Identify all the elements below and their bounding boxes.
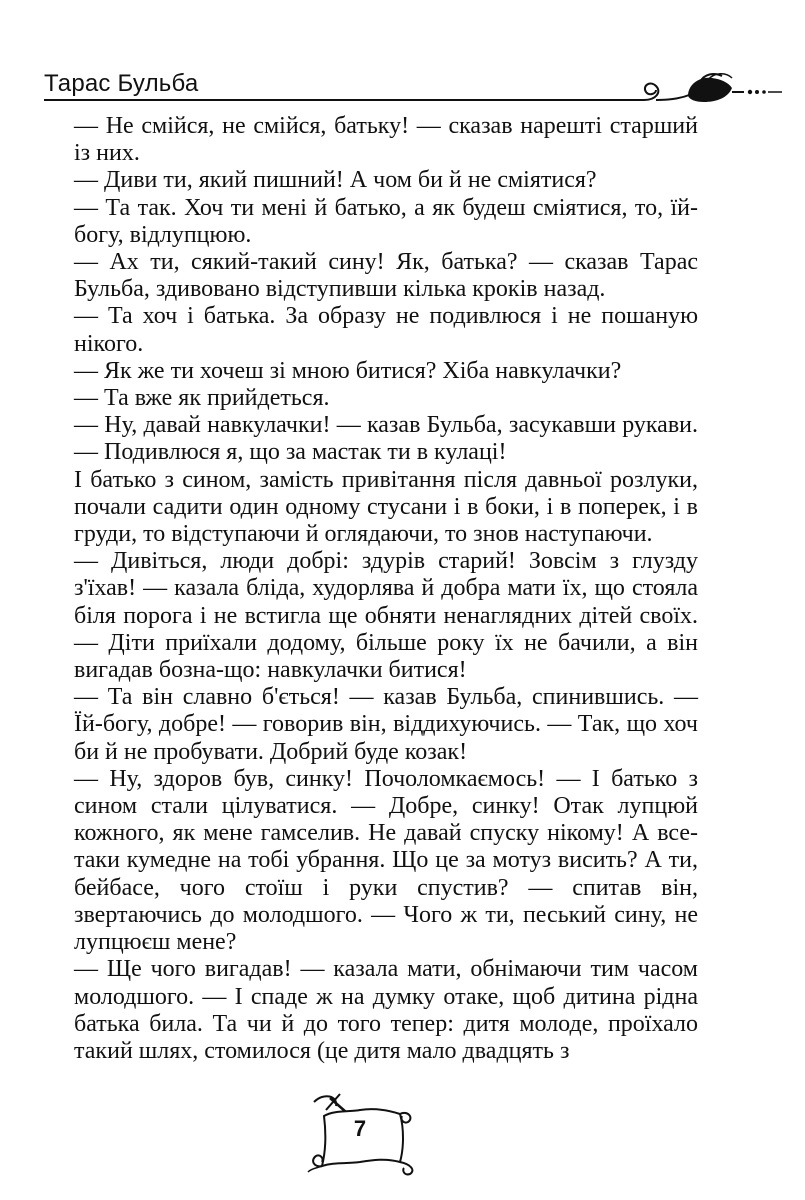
page-number: 7 xyxy=(353,1116,367,1141)
paragraph: — Та вже як прийдеться. xyxy=(74,385,330,412)
paragraph: — Та він славно б'ється! — казав Бульба, спинившись. — Їй-богу, добре! — говорив він, віддихуючись. — Так, що хоч би й не пробувати. Добрий буде козак! xyxy=(74,684,698,765)
header-rule xyxy=(44,99,619,101)
paragraph: — Як же ти хочеш зі мною битися? Хіба навкулачки? xyxy=(74,357,622,384)
paragraph: — Ну, давай навкулачки! — казав Бульба, засукавши рукави. — Подивлюся я, що за мастак ти в кулаці! xyxy=(74,412,698,466)
flourish-ornament-icon xyxy=(604,70,784,106)
page-header xyxy=(44,70,734,106)
paragraph: — Ще чого вигадав! — казала мати, обнімаючи тим часом молодшого. — І спаде ж на думку отаке, щоб дитина рідна батька била. Та чи й до того тепер: дитя молоде, проїхало такий шлях, стомилося (це дитя мало двадцять з xyxy=(74,956,698,1064)
paragraph: — Не смійся, не смійся, батьку! — сказав нарешті старший із них. xyxy=(74,113,698,167)
running-title: Тарас Бульба xyxy=(44,70,199,97)
paragraph: — Та так. Хоч ти мені й батько, а як будеш сміятися, то, їй-богу, відлупцюю. xyxy=(74,194,698,248)
paragraph: — Диви ти, який пишний! А чом би й не сміятися? xyxy=(74,167,597,194)
paragraph: І батько з сином, замість привітання після давньої розлуки, почали садити один одному стусани і в боки, і в поперек, і в груди, то відступаючи й оглядаючи, то знов наступаючи. xyxy=(74,466,698,548)
body-text xyxy=(74,113,698,1065)
page-footer xyxy=(300,1088,420,1178)
paragraph: — Дивіться, люди добрі: здурів старий! Зовсім з глузду з'їхав! — казала бліда, худорлява й добра мати їх, що стояла біля порога і не встигла ще обняти ненаглядних дітей своїх. — Діти приїхали додому, більше року їх не бачили, а він вигадав бозна-що: навкулачки битися! xyxy=(74,548,698,684)
paragraph: — Ну, здоров був, синку! Почоломкаємось! — І батько з сином стали цілуватися. — Добре, синку! Отак лупцюй кожного, як мене гамселив. Не давай спуску нікому! А все-таки кумедне на тобі убрання. Що це за мотуз висить? А ти, бейбасе, чого стоїш і руки спустив? — спитав він, звертаючись до молодшого. — Чого ж ти, песький сину, не лупцюєш мене? xyxy=(74,765,698,956)
paragraph: — Ах ти, сякий-такий сину! Як, батька? — сказав Тарас Бульба, здивовано відступивши кілька кроків назад. xyxy=(74,249,698,303)
paragraph: — Та хоч і батька. За образу не подивлюся і не пошаную нікого. xyxy=(74,303,698,357)
